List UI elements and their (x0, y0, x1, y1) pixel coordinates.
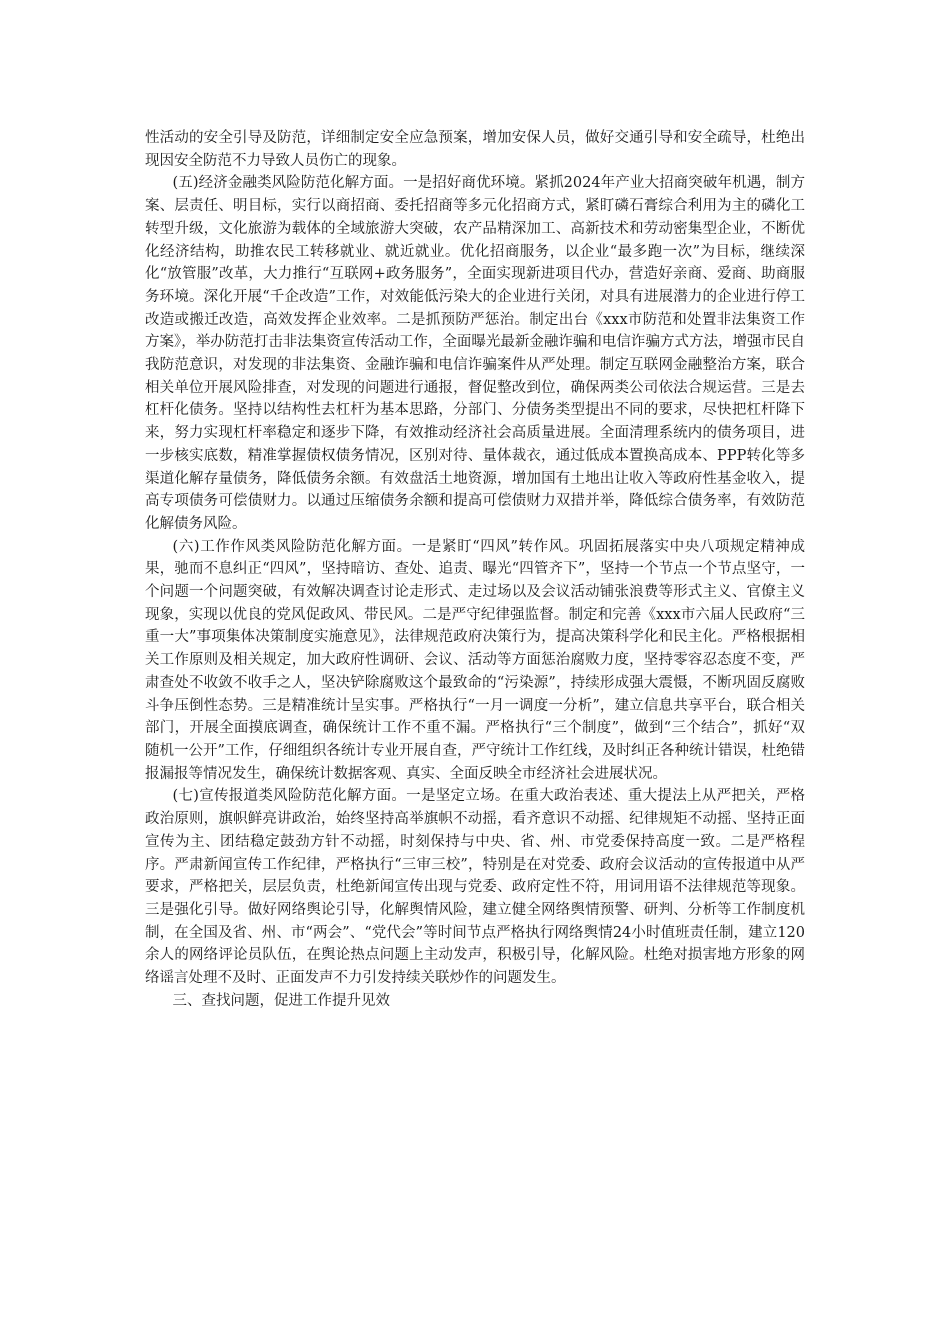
paragraph-economic-finance-risk: (五)经济金融类风险防范化解方面。一是招好商优环境。紧抓2024年产业大招商突破年机遇，制方案、层责任、明目标，实行以商招商、委托招商等多元化招商方式，紧盯磷石膏综合利用为主的磷化工转型升级，文化旅游为载体的全域旅游大突破，农产品精深加工、高新技术和劳动密集型企业，不断优化经济结构，助推农民工转移就业、就近就业。优化招商服务，以企业“最多跑一次”为目标，继续深化“放管服”改革，大力推行“互联网+政务服务”，全面实现新进项目代办，营造好亲商、爱商、助商服务环境。深化开展“千企改造”工作，对效能低污染大的企业进行关闭，对具有进展潜力的企业进行停工改造或搬迁改造，高效发挥企业效率。二是抓预防严惩治。制定出台《xxx市防范和处置非法集资工作方案》，举办防范打击非法集资宣传活动工作，全面曝光最新金融诈骗和电信诈骗方式方法，增强市民自我防范意识，对发现的非法集资、金融诈骗和电信诈骗案件从严处理。制定互联网金融整治方案，联合相关单位开展风险排查，对发现的问题进行通报，督促整改到位，确保两类公司依法合规运营。三是去杠杆化债务。坚持以结构性去杠杆为基本思路，分部门、分债务类型提出不同的要求，尽快把杠杆降下来，努力实现杠杆率稳定和逐步下降，有效推动经济社会高质量进展。全面清理系统内的债务项目，进一步核实底数，精准掌握债权债务情况，区别对待、量体裁衣，通过低成本置换高成本、PPP转化等多渠道化解存量债务，降低债务余额。有效盘活土地资源，增加国有土地出让收入等政府性基金收入，提高专项债务可偿债财力。以通过压缩债务余额和提高可偿债财力双措并举，降低综合债务率，有效防范化解债务风险。 (145, 175, 805, 532)
section-heading: 三、查找问题，促进工作提升见效 (172, 992, 391, 1009)
document-body (145, 127, 805, 1012)
paragraph-publicity-risk: (七)宣传报道类风险防范化解方面。一是坚定立场。在重大政治表述、重大提法上从严把关，严格政治原则，旗帜鲜亮讲政治，始终坚持高举旗帜不动摇，看齐意识不动摇、纪律规矩不动摇、坚持正面宣传为主、团结稳定鼓劲方针不动摇，时刻保持与中央、省、州、市党委保持高度一致。二是严格程序。严肃新闻宣传工作纪律，严格执行“三审三校”，特别是在对党委、政府会议活动的宣传报道中从严要求，严格把关，层层负责，杜绝新闻宣传出现与党委、政府定性不符，用词用语不法律规范等现象。三是强化引导。做好网络舆论引导，化解舆情风险，建立健全网络舆情预警、研判、分析等工作制度机制，在全国及省、州、市“两会”、“党代会”等时间节点严格执行网络舆情24小时值班责任制，建立120余人的网络评论员队伍，在舆论热点问题上主动发声，积极引导，化解风险。杜绝对损害地方形象的网络谣言处理不及时、正面发声不力引发持续关联炒作的问题发生。 (145, 788, 805, 987)
paragraph-continuation: 性活动的安全引导及防范，详细制定安全应急预案，增加安保人员，做好交通引导和安全疏导，杜绝出现因安全防范不力导致人员伤亡的现象。 (145, 130, 805, 169)
paragraph-work-style-risk: (六)工作作风类风险防范化解方面。一是紧盯“四风”转作风。巩固拓展落实中央八项规定精神成果，驰而不息纠正“四风”，坚持暗访、查处、追责、曝光“四管齐下”，坚持一个节点一个节点坚守，一个问题一个问题突破，有效解决调查讨论走形式、走过场以及会议活动铺张浪费等形式主义、官僚主义现象，实现以优良的党风促政风、带民风。二是严守纪律强监督。制定和完善《xxx市六届人民政府“三重一大”事项集体决策制度实施意见》，法律规范政府决策行为，提高决策科学化和民主化。严格根据相关工作原则及相关规定，加大政府性调研、会议、活动等方面惩治腐败力度，坚持零容忍态度不变，严肃查处不收敛不收手之人，坚决铲除腐败这个最致命的“污染源”，持续形成强大震慑，不断巩固反腐败斗争压倒性态势。三是精准统计呈实事。严格执行“一月一调度一分析”，建立信息共享平台，联合相关部门，开展全面摸底调查，确保统计工作不重不漏。严格执行“三个制度”，做到“三个结合”，抓好“双随机一公开”工作，仔细组织各统计专业开展自查，严守统计工作红线，及时纠正各种统计错误，杜绝错报漏报等情况发生，确保统计数据客观、真实、全面反映全市经济社会进展状况。 (145, 538, 805, 782)
